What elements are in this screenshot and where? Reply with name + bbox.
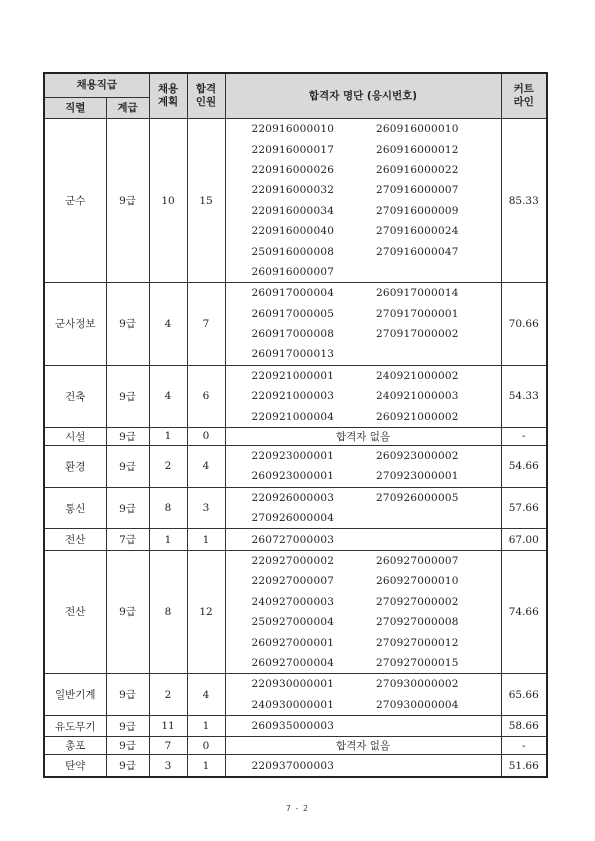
plan-count-cell: 2 xyxy=(149,445,187,487)
grade-cell: 9급 xyxy=(106,674,149,716)
job-series-cell: 탄약 xyxy=(44,755,106,777)
cutoff-score-cell: 70.66 xyxy=(501,283,547,366)
exam-number: 220927000007 xyxy=(251,575,335,588)
cutoff-score-cell: 58.66 xyxy=(501,715,547,736)
exam-number: 220923000001 xyxy=(251,450,335,463)
passed-count-cell: 6 xyxy=(187,365,225,427)
header-passed-count: 합격 인원 xyxy=(187,73,225,119)
job-series-cell: 시설 xyxy=(44,427,106,445)
cutoff-score-cell: 74.66 xyxy=(501,550,547,673)
passed-count-cell: 1 xyxy=(187,529,225,550)
exam-number: 220927000002 xyxy=(251,555,335,567)
results-table-container xyxy=(43,72,546,778)
passer-line xyxy=(252,406,501,426)
job-series-cell: 군수 xyxy=(44,119,106,283)
exam-number: 260921000002 xyxy=(376,410,459,423)
results-body xyxy=(44,119,547,777)
passed-count-cell: 4 xyxy=(187,445,225,487)
table-row xyxy=(44,550,547,673)
exam-number: 270926000004 xyxy=(251,512,335,525)
exam-number: 270927000002 xyxy=(376,595,459,608)
plan-count-cell: 8 xyxy=(149,487,187,529)
cutoff-score-cell: 54.33 xyxy=(501,365,547,427)
exam-number: 240927000003 xyxy=(251,595,335,608)
passed-count-cell: 7 xyxy=(187,283,225,366)
cutoff-score-cell: 51.66 xyxy=(501,755,547,777)
results-table xyxy=(43,72,548,778)
job-series-cell: 환경 xyxy=(44,445,106,487)
passer-list-cell xyxy=(225,119,501,283)
exam-number: 220926000003 xyxy=(251,491,335,504)
passer-line xyxy=(252,571,501,591)
no-passers-cell: 합격자 없음 xyxy=(225,737,501,755)
exam-number: 260927000007 xyxy=(376,555,459,567)
job-series-cell: 통신 xyxy=(44,487,106,529)
plan-count-cell: 1 xyxy=(149,529,187,550)
table-row xyxy=(44,427,547,445)
table-row xyxy=(44,119,547,283)
exam-number: 270927000008 xyxy=(376,616,459,629)
exam-number: 270926000005 xyxy=(376,491,459,504)
job-series-cell: 건축 xyxy=(44,365,106,427)
passer-line xyxy=(252,201,501,221)
table-row xyxy=(44,737,547,755)
cutoff-score-cell: - xyxy=(501,427,547,445)
passer-line xyxy=(252,221,501,241)
exam-number: 220921000004 xyxy=(251,410,335,423)
passer-line xyxy=(252,241,501,261)
plan-count-cell: 4 xyxy=(149,283,187,366)
exam-number: 240921000002 xyxy=(376,369,459,382)
exam-number: 220937000003 xyxy=(251,759,335,772)
passer-list-cell xyxy=(225,550,501,673)
exam-number: 220930000001 xyxy=(251,678,335,691)
cutoff-score-cell: 54.66 xyxy=(501,445,547,487)
plan-count-cell: 4 xyxy=(149,365,187,427)
passer-line xyxy=(252,529,501,549)
cutoff-score-cell: 67.00 xyxy=(501,529,547,550)
plan-count-cell: 2 xyxy=(149,674,187,716)
passer-line xyxy=(252,612,501,632)
exam-number: 260923000002 xyxy=(376,450,459,463)
plan-count-cell: 11 xyxy=(149,715,187,736)
grade-cell: 7급 xyxy=(106,529,149,550)
passer-line xyxy=(252,466,501,486)
exam-number: 260727000003 xyxy=(251,533,335,546)
passer-line xyxy=(252,344,501,364)
exam-number: 260923000001 xyxy=(251,470,335,483)
passer-list-cell xyxy=(225,755,501,777)
plan-count-cell: 7 xyxy=(149,737,187,755)
grade-cell: 9급 xyxy=(106,487,149,529)
exam-number: 260917000013 xyxy=(251,348,335,361)
header-cutoff: 커트 라인 xyxy=(501,73,547,119)
table-row xyxy=(44,529,547,550)
exam-number: 250927000004 xyxy=(251,616,335,629)
passer-line xyxy=(252,262,501,282)
exam-number: 260927000010 xyxy=(376,575,459,588)
grade-cell: 9급 xyxy=(106,715,149,736)
passer-line xyxy=(252,160,501,180)
passed-count-cell: 15 xyxy=(187,119,225,283)
header-grade: 계급 xyxy=(106,98,149,119)
passer-list-cell xyxy=(225,487,501,529)
passer-line xyxy=(252,488,501,508)
plan-count-cell: 8 xyxy=(149,550,187,673)
exam-number: 270917000001 xyxy=(376,307,459,320)
exam-number: 270916000007 xyxy=(376,184,459,197)
exam-number: 260917000014 xyxy=(376,287,459,300)
passer-line xyxy=(252,716,501,736)
passer-line xyxy=(252,695,501,715)
exam-number: 250916000008 xyxy=(251,245,335,258)
grade-cell: 9급 xyxy=(106,550,149,673)
grade-cell: 9급 xyxy=(106,737,149,755)
exam-number: 260917000004 xyxy=(251,287,335,300)
exam-number: 260917000008 xyxy=(251,328,335,341)
cutoff-score-cell: - xyxy=(501,737,547,755)
table-row xyxy=(44,445,547,487)
passer-list-cell xyxy=(225,283,501,366)
cutoff-score-cell: 85.33 xyxy=(501,119,547,283)
passer-line xyxy=(252,674,501,694)
header-recruit-plan: 채용 계획 xyxy=(149,73,187,119)
passer-line xyxy=(252,653,501,673)
passer-line xyxy=(252,551,501,571)
passed-count-cell: 12 xyxy=(187,550,225,673)
passed-count-cell: 0 xyxy=(187,427,225,445)
passer-line xyxy=(252,119,501,139)
job-series-cell: 일반기계 xyxy=(44,674,106,716)
exam-number: 240921000003 xyxy=(376,390,459,403)
table-row xyxy=(44,715,547,736)
passer-list-cell xyxy=(225,365,501,427)
job-series-cell: 유도무기 xyxy=(44,715,106,736)
header-job-series: 직렬 xyxy=(44,98,106,119)
exam-number: 260916000010 xyxy=(376,123,459,136)
table-row xyxy=(44,283,547,366)
exam-number: 260916000007 xyxy=(251,265,335,278)
job-series-cell: 군사정보 xyxy=(44,283,106,366)
passer-line xyxy=(252,324,501,344)
exam-number: 220921000001 xyxy=(251,369,335,382)
exam-number: 270923000001 xyxy=(376,470,459,483)
passer-list-cell xyxy=(225,674,501,716)
exam-number: 270917000002 xyxy=(376,328,459,341)
table-row xyxy=(44,365,547,427)
grade-cell: 9급 xyxy=(106,755,149,777)
exam-number: 270927000012 xyxy=(376,636,459,649)
exam-number: 240930000001 xyxy=(251,698,335,711)
exam-number: 220916000026 xyxy=(251,163,335,176)
passer-line xyxy=(252,139,501,159)
exam-number: 270927000015 xyxy=(376,656,459,669)
page-number: 7 - 2 xyxy=(285,804,310,813)
exam-number: 270916000024 xyxy=(376,225,459,238)
exam-number: 220916000032 xyxy=(251,184,335,197)
header-passed-list: 합격자 명단 (응시번호) xyxy=(225,73,501,119)
table-row xyxy=(44,487,547,529)
header-recruit-position: 채용직급 xyxy=(44,73,149,98)
exam-number: 220916000040 xyxy=(251,225,335,238)
passer-line xyxy=(252,446,501,466)
exam-number: 260935000003 xyxy=(251,720,335,733)
no-passers-cell: 합격자 없음 xyxy=(225,427,501,445)
grade-cell: 9급 xyxy=(106,445,149,487)
passed-count-cell: 0 xyxy=(187,737,225,755)
job-series-cell: 총포 xyxy=(44,737,106,755)
passer-line xyxy=(252,508,501,528)
exam-number: 270916000047 xyxy=(376,245,459,258)
passer-line xyxy=(252,304,501,324)
exam-number: 260927000004 xyxy=(251,656,335,669)
grade-cell: 9급 xyxy=(106,119,149,283)
passed-count-cell: 1 xyxy=(187,755,225,777)
passer-line xyxy=(252,283,501,303)
passer-line xyxy=(252,632,501,652)
passer-list-cell xyxy=(225,445,501,487)
table-row xyxy=(44,674,547,716)
exam-number: 270930000002 xyxy=(376,678,459,691)
exam-number: 260916000012 xyxy=(376,143,459,156)
passer-line xyxy=(252,366,501,386)
exam-number: 220921000003 xyxy=(251,390,335,403)
passer-line xyxy=(252,755,501,775)
passer-line xyxy=(252,386,501,406)
grade-cell: 9급 xyxy=(106,283,149,366)
passer-line xyxy=(252,180,501,200)
exam-number: 260917000005 xyxy=(251,307,335,320)
exam-number: 220916000034 xyxy=(251,204,335,217)
exam-number: 220916000017 xyxy=(251,143,335,156)
exam-number: 270916000009 xyxy=(376,204,459,217)
table-row xyxy=(44,755,547,777)
passer-line xyxy=(252,592,501,612)
plan-count-cell: 1 xyxy=(149,427,187,445)
plan-count-cell: 3 xyxy=(149,755,187,777)
cutoff-score-cell: 65.66 xyxy=(501,674,547,716)
passed-count-cell: 4 xyxy=(187,674,225,716)
passed-count-cell: 1 xyxy=(187,715,225,736)
passer-list-cell xyxy=(225,529,501,550)
plan-count-cell: 10 xyxy=(149,119,187,283)
exam-number: 220916000010 xyxy=(251,123,335,136)
job-series-cell: 전산 xyxy=(44,550,106,673)
exam-number: 260927000001 xyxy=(251,636,335,649)
exam-number: 270930000004 xyxy=(376,698,459,711)
grade-cell: 9급 xyxy=(106,365,149,427)
job-series-cell: 전산 xyxy=(44,529,106,550)
cutoff-score-cell: 57.66 xyxy=(501,487,547,529)
exam-number: 260916000022 xyxy=(376,163,459,176)
passer-list-cell xyxy=(225,715,501,736)
grade-cell: 9급 xyxy=(106,427,149,445)
passed-count-cell: 3 xyxy=(187,487,225,529)
